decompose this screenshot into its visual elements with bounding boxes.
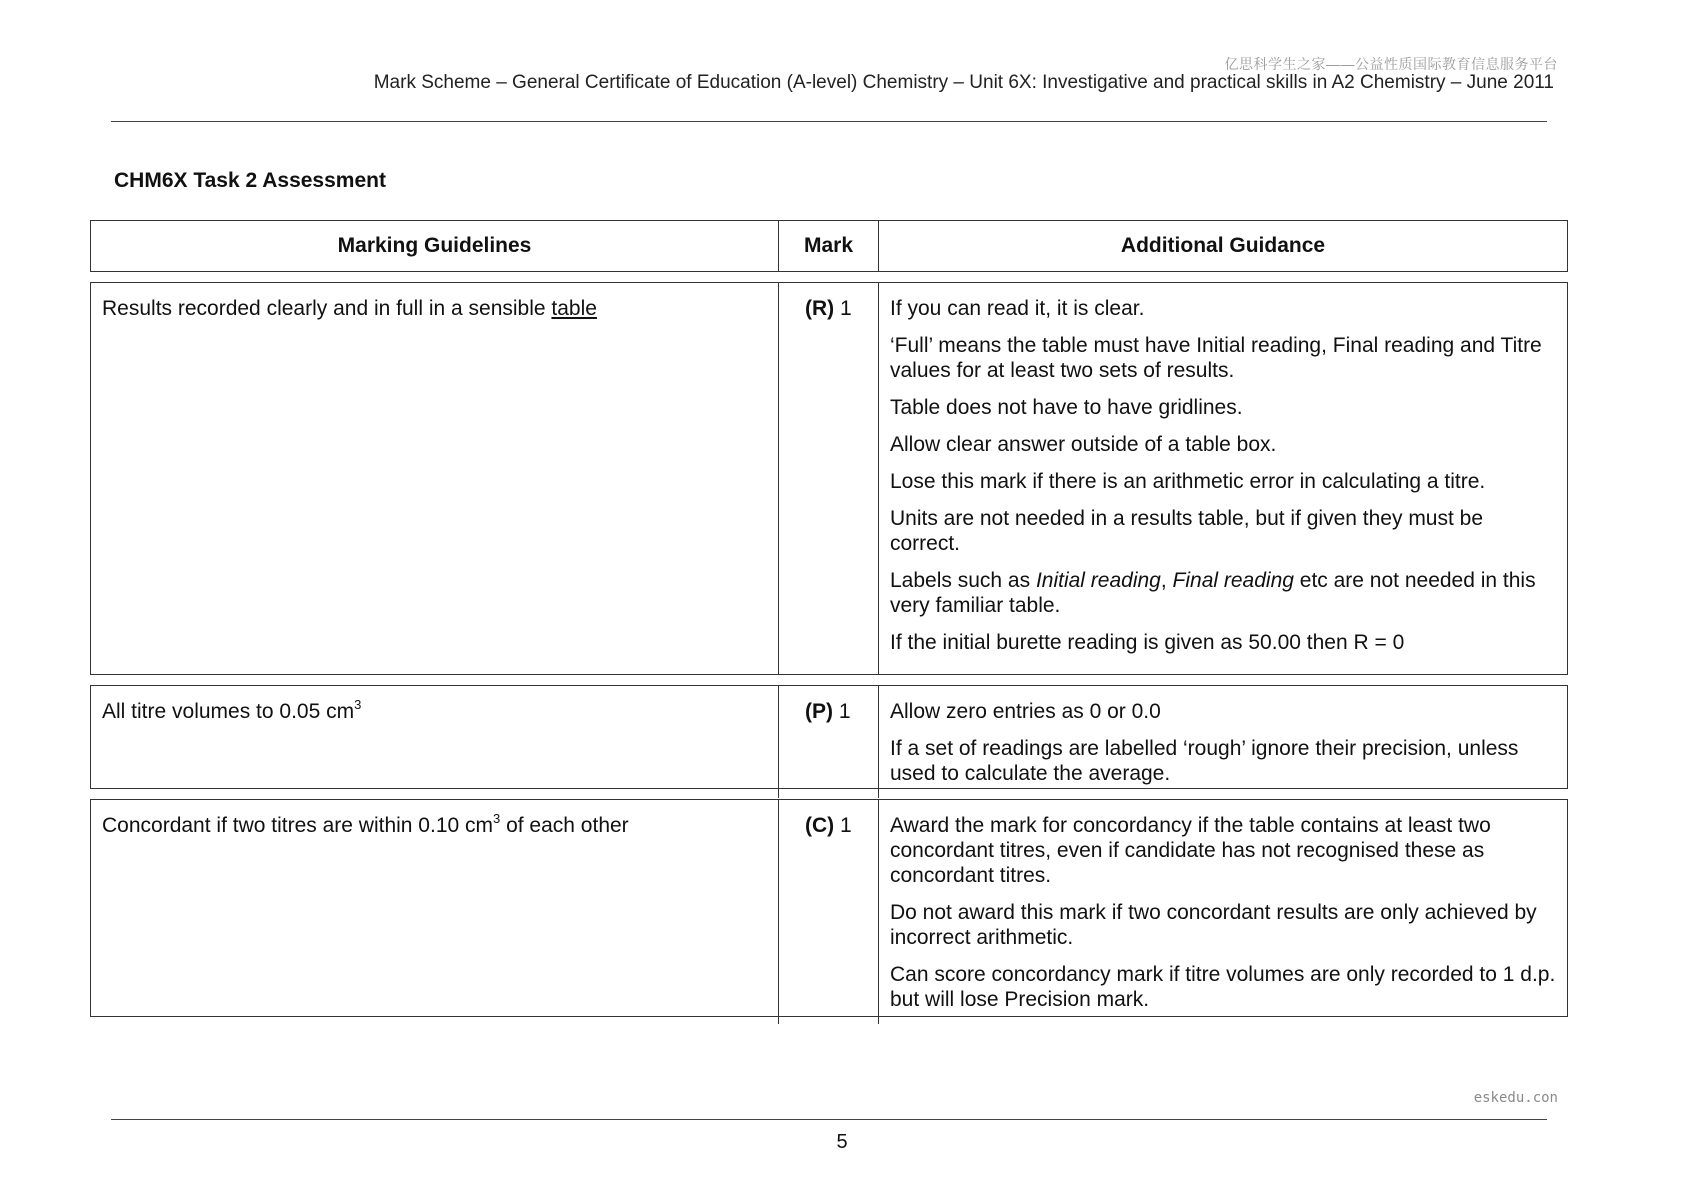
labels-pre: Labels such as [890,569,1036,592]
guideline-cell [91,800,779,1024]
guideline-underlined: table [551,297,597,320]
section-title: CHM6X Task 2 Assessment [114,169,386,192]
table-header [90,220,1568,272]
labels-italic-final: Final reading [1172,569,1294,592]
mark-cell [779,800,879,1024]
guidance-item: If the initial burette reading is given as 50.00 then R = 0 [890,631,1405,654]
header-marking-guidelines: Marking Guidelines [91,221,779,271]
top-watermark: 亿思科学生之家——公益性质国际教育信息服务平台 [1224,56,1558,72]
guideline-cell [91,686,779,798]
mark-code: (C) [805,814,835,837]
guidance-item: Table does not have to have gridlines. [890,396,1243,419]
footer-watermark: eskedu.con [1473,1090,1558,1106]
guideline-text: Concordant if two titres are within 0.10 cm [102,814,494,837]
guidance-item: Allow clear answer outside of a table box. [890,433,1277,456]
guidance-item: Do not award this mark if two concordant results are only achieved by incorrect arithmetic. [890,901,1537,949]
superscript: 3 [354,697,362,712]
mark-cell [779,686,879,798]
mark-value: 1 [838,700,851,723]
mark-value: 1 [840,814,852,837]
superscript: 3 [493,811,501,826]
mark-code: (R) [805,297,835,320]
guidance-item: ‘Full’ means the table must have Initial reading, Final reading and Titre values for at least two sets of results. [890,334,1542,382]
mark-code: (P) [805,700,833,723]
guideline-cell [91,283,779,674]
guidance-item-labels [890,568,1556,618]
guidance-item: Allow zero entries as 0 or 0.0 [890,700,1161,723]
table-row [90,685,1568,789]
labels-post: etc are not needed in this very familiar table. [890,569,1536,617]
guidance-item: Can score concordancy mark if titre volumes are only recorded to 1 d.p. but will lose Precision mark. [890,963,1556,1011]
guidance-item: If you can read it, it is clear. [890,297,1145,320]
guideline-text-post: of each other [500,814,629,837]
guidance-item: Award the mark for concordancy if the table contains at least two concordant titres, even if candidate has not recognised these as concordant titres. [890,814,1491,887]
document-header: Mark Scheme – General Certificate of Education (A-level) Chemistry – Unit 6X: Investigative and practical skills in A2 Chemistry – June 2011 [373,72,1554,93]
table-row [90,282,1568,675]
guidance-cell [879,686,1567,798]
header-mark: Mark [779,221,879,271]
footer-divider [111,1119,1547,1120]
guideline-text: All titre volumes to 0.05 cm [102,700,355,723]
guideline-text: Results recorded clearly and in full in a sensible [102,297,552,320]
labels-mid: , [1160,569,1173,592]
table-row [90,799,1568,1017]
guidance-item: Lose this mark if there is an arithmetic error in calculating a titre. [890,470,1486,493]
page-number: 5 [836,1131,848,1153]
guidance-item: Units are not needed in a results table, but if given they must be correct. [890,507,1484,555]
guidance-cell [879,800,1567,1024]
guidance-cell [879,283,1567,674]
header-additional-guidance: Additional Guidance [1120,234,1326,257]
mark-cell [779,283,879,674]
labels-italic-initial: Initial reading [1035,569,1161,592]
mark-value: 1 [840,297,852,320]
header-divider [111,121,1547,122]
guidance-item: If a set of readings are labelled ‘rough’ ignore their precision, unless used to calculate the average. [890,737,1519,785]
